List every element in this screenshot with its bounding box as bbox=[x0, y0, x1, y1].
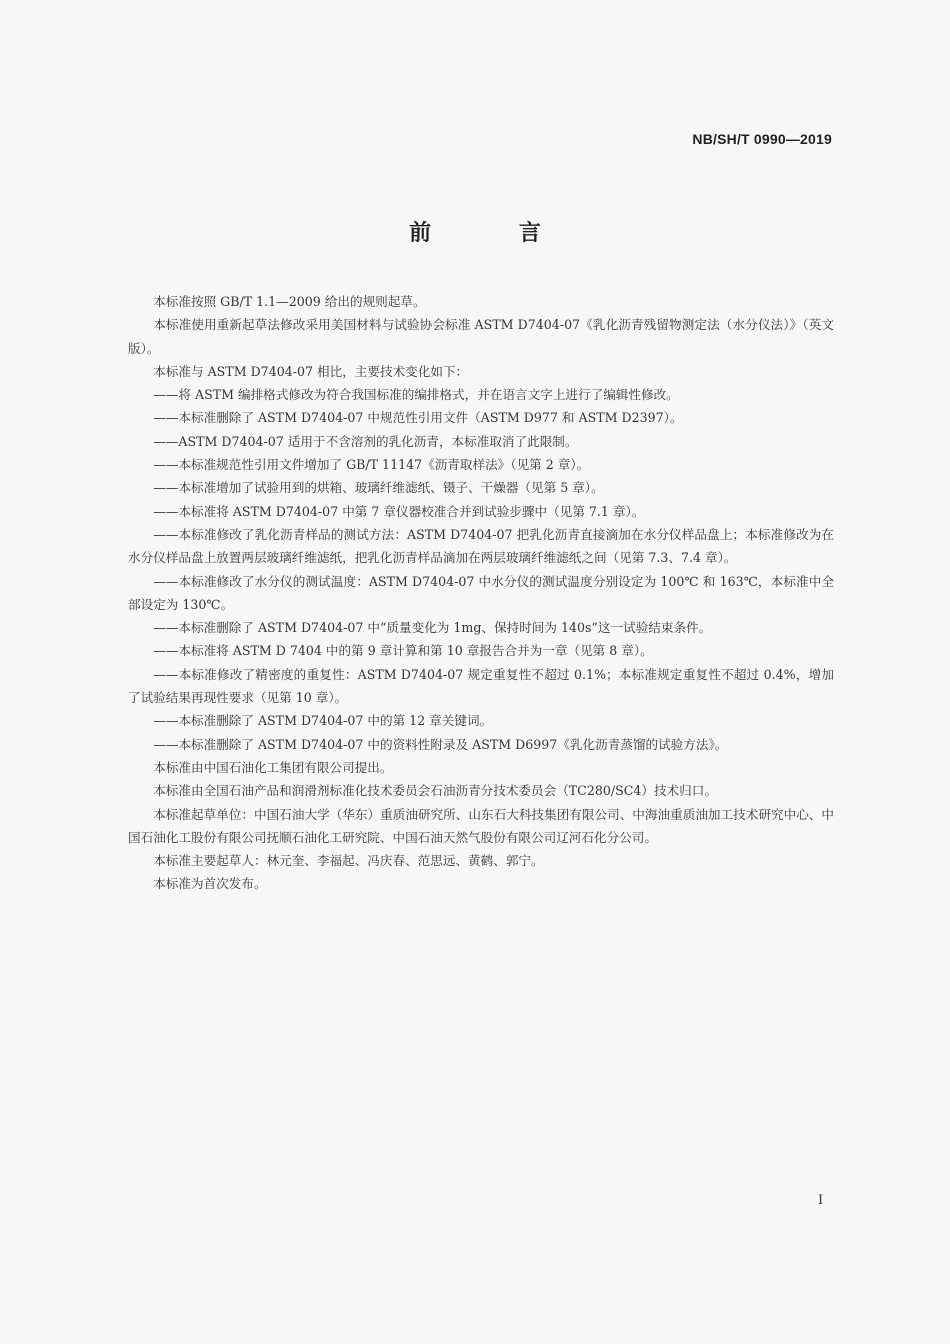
standard-number: NB/SH/T 0990—2019 bbox=[692, 131, 832, 147]
paragraph: 本标准使用重新起草法修改采用美国材料与试验协会标准 ASTM D7404-07《乳化沥青残留物测定法（水分仪法）》（英文版）。 bbox=[128, 317, 834, 356]
paragraph: ——本标准将 ASTM D7404-07 中第 7 章仪器校准合并到试验步骤中（见第 7.1 章）。 bbox=[153, 503, 645, 519]
paragraph: ——本标准删除了 ASTM D7404-07 中规范性引用文件（ASTM D977 和 ASTM D2397）。 bbox=[153, 410, 683, 426]
paragraph: 本标准起草单位：中国石油大学（华东）重质油研究所、山东石大科技集团有限公司、中海油重质油加工技术研究中心、中国石油化工股份有限公司抚顺石油化工研究院、中国石油天然气股份有限公司辽河石化分公司。 bbox=[128, 806, 834, 845]
paragraph: 本标准由全国石油产品和润滑剂标准化技术委员会石油沥青分技术委员会（TC280/SC4）技术归口。 bbox=[153, 783, 717, 799]
paragraph: ——本标准修改了精密度的重复性：ASTM D7404-07 规定重复性不超过 0.1%；本标准规定重复性不超过 0.4%，增加了试验结果再现性要求（见第 10 章）。 bbox=[128, 666, 834, 706]
foreword-body bbox=[128, 290, 834, 896]
paragraph: 本标准由中国石油化工集团有限公司提出。 bbox=[153, 759, 393, 775]
page-number: I bbox=[818, 1193, 824, 1208]
paragraph: ——本标准删除了 ASTM D7404-07 中“质量变化为 1mg、保持时间为 140s”这一试验结束条件。 bbox=[153, 620, 712, 636]
paragraph: ——本标准删除了 ASTM D7404-07 中的第 12 章关键词。 bbox=[153, 713, 493, 729]
paragraph: 本标准按照 GB/T 1.1—2009 给出的规则起草。 bbox=[153, 294, 426, 309]
paragraph: ——将 ASTM 编排格式修改为符合我国标准的编排格式，并在语言文字上进行了编辑性修改。 bbox=[153, 387, 679, 403]
paragraph: ——本标准修改了乳化沥青样品的测试方法：ASTM D7404-07 把乳化沥青直接滴加在水分仪样品盘上；本标准修改为在水分仪样品盘上放置两层玻璃纤维滤纸，把乳化沥青样品滴加在两层玻璃纤维滤纸之间（见第 7.3、7.4 章）。 bbox=[128, 526, 834, 566]
paragraph: 本标准主要起草人：林元奎、李福起、冯庆春、范思远、黄鹤、郭宁。 bbox=[153, 853, 544, 869]
paragraph: ——本标准修改了水分仪的测试温度：ASTM D7404-07 中水分仪的测试温度分别设定为 100℃ 和 163℃，本标准中全部设定为 130℃。 bbox=[128, 573, 834, 612]
paragraph: ——本标准将 ASTM D 7404 中的第 9 章计算和第 10 章报告合并为一章（见第 8 章）。 bbox=[153, 643, 653, 659]
paragraph: 本标准与 ASTM D7404-07 相比，主要技术变化如下： bbox=[153, 363, 469, 379]
page-title: 前 言 bbox=[409, 221, 581, 246]
paragraph: ——本标准删除了 ASTM D7404-07 中的资料性附录及 ASTM D6997《乳化沥青蒸馏的试验方法》。 bbox=[153, 736, 728, 752]
paragraph: ——本标准规范性引用文件增加了 GB/T 11147《沥青取样法》（见第 2 章）。 bbox=[153, 457, 590, 473]
paragraph: ——本标准增加了试验用到的烘箱、玻璃纤维滤纸、镊子、干燥器（见第 5 章）。 bbox=[153, 480, 604, 496]
paragraph: 本标准为首次发布。 bbox=[153, 876, 267, 892]
paragraph: ——ASTM D7404-07 适用于不含溶剂的乳化沥青，本标准取消了此限制。 bbox=[153, 433, 578, 449]
